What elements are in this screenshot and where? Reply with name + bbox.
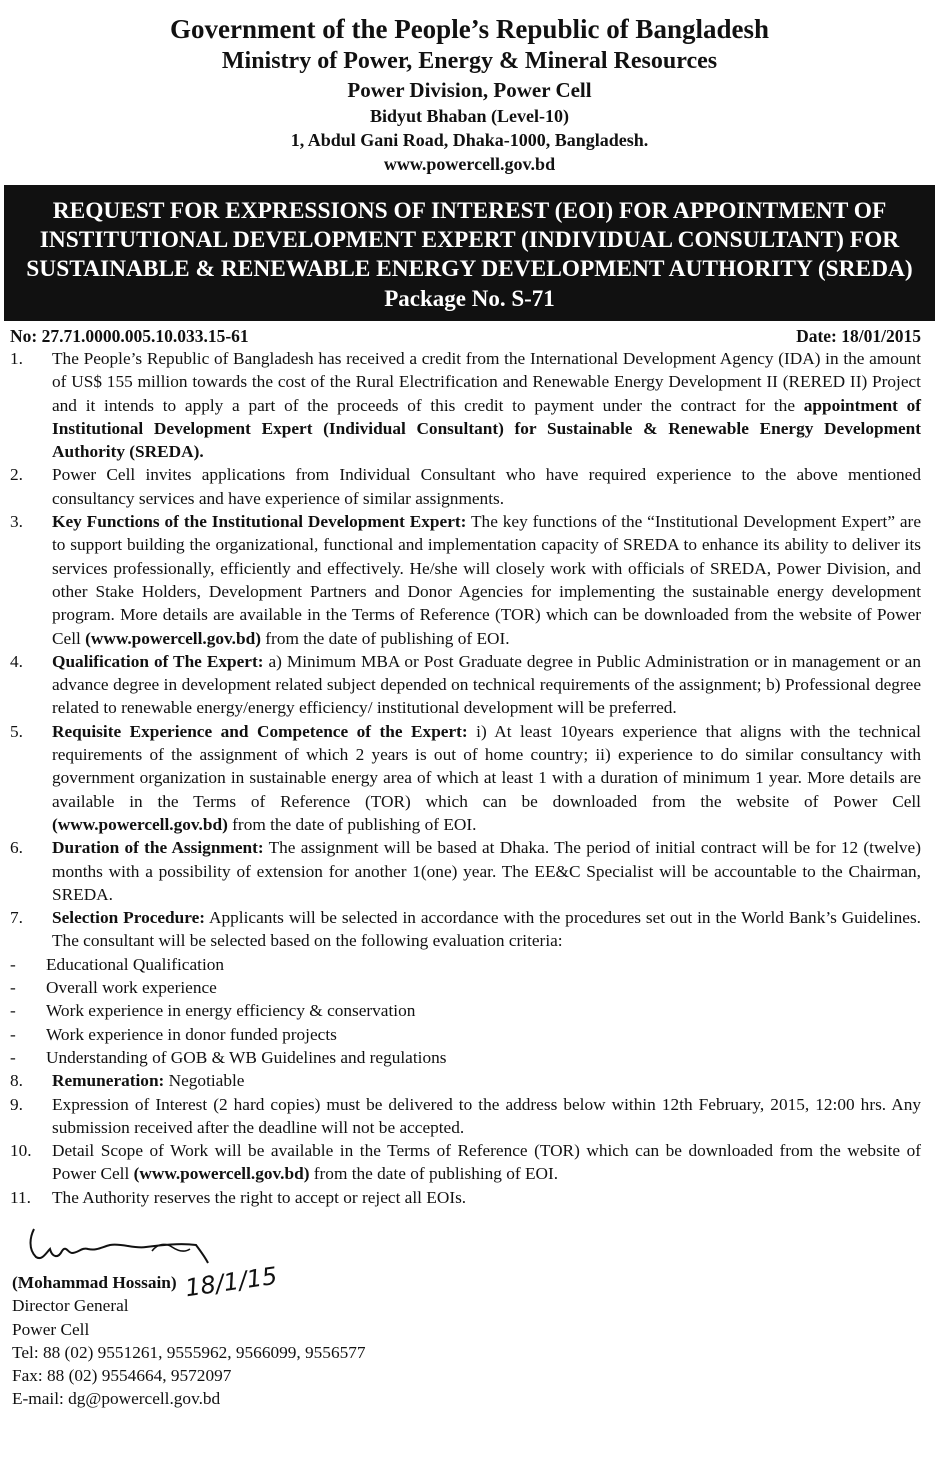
item-number: 6. — [10, 838, 23, 858]
reference-line — [4, 321, 935, 347]
list-item — [10, 906, 921, 953]
handwritten-date: 18/1/15 — [183, 1261, 279, 1303]
item-text — [52, 1069, 921, 1092]
item-number: 7. — [10, 908, 23, 928]
list-item — [10, 1069, 921, 1092]
item-body-end: from the date of publishing of EOI. — [227, 814, 477, 834]
package-number: Package No. S-71 — [384, 286, 555, 311]
item-heading: Key Functions of the Institutional Development Expert: — [52, 512, 467, 532]
signatory-org: Power Cell — [12, 1319, 90, 1339]
signatory-title: Director General — [12, 1296, 129, 1316]
government-title: Government of the People’s Republic of Bangladesh — [170, 14, 769, 44]
banner-line-1: REQUEST FOR EXPRESSIONS OF INTEREST (EOI) FOR APPOINTMENT OF — [52, 198, 887, 224]
item-emphasis: appointment of Institutional Development Expert (Individual Consultant) for Sustainable & Renewable Energy Development Authority (SREDA). — [52, 395, 921, 462]
signature-block — [4, 1223, 935, 1411]
item-body: The key functions of the “Institutional Development Expert” are to support building the organizational, functional and implementation capacity of SREDA to enhance its ability to deliver its services professionally, efficiently and effectively. He/she will closely work with officials of SREDA, Power Division, and other Stake Holders, Development Partners and Donor Agencies for implementing the sustainable energy development program. More details are available in the Terms of Reference (TOR) which can be downloaded from the website of Power Cell — [52, 512, 921, 648]
item-body: Applicants will be selected in accordance with the procedures set out in the World Bank’s Guidelines. The consultant will be selected based on the following evaluation criteria: — [52, 908, 921, 951]
item-body: The People’s Republic of Bangladesh has received a credit from the International Development Agency (IDA) in the amount of US$ 155 million towards the cost of the Rural Electrification and Renewable Energy Development II (RERED II) Project and it intends to apply a part of the proceeds of this credit to payment under the contract for the — [52, 349, 921, 415]
criteria-item — [10, 999, 921, 1022]
evaluation-criteria-list — [10, 953, 921, 1069]
dash-bullet: - — [10, 954, 16, 974]
item-number: 4. — [10, 651, 23, 671]
item-emphasis: (www.powercell.gov.bd) — [52, 814, 228, 834]
item-text — [52, 836, 921, 906]
item-heading: Requisite Experience and Competence of the Expert: — [52, 721, 468, 741]
address-line: 1, Abdul Gani Road, Dhaka-1000, Bangladesh. — [290, 130, 649, 150]
item-body-end: from the date of publishing of EOI. — [309, 1164, 559, 1184]
fax-line: Fax: 88 (02) 9554664, 9572097 — [12, 1366, 232, 1386]
item-heading: Remuneration: — [52, 1071, 165, 1091]
item-body: Expression of Interest (2 hard copies) must be delivered to the address below within 12th February, 2015, 12:00 hrs. Any submission received after the deadline will not be accepted. — [52, 1094, 921, 1137]
signatory-name: (Mohammad Hossain) — [12, 1272, 177, 1292]
email-line: E-mail: dg@powercell.gov.bd — [12, 1389, 221, 1409]
item-number: 3. — [10, 512, 23, 532]
terms-list — [4, 347, 935, 1209]
criteria-item — [10, 1023, 921, 1046]
item-heading: Duration of the Assignment: — [52, 838, 264, 858]
item-text — [52, 1186, 921, 1209]
criteria-item — [10, 976, 921, 999]
banner-line-3: SUSTAINABLE & RENEWABLE ENERGY DEVELOPMENT AUTHORITY (SREDA) — [26, 256, 913, 282]
division-title: Power Division, Power Cell — [347, 78, 592, 102]
handwritten-signature — [12, 1223, 232, 1271]
item-text — [52, 906, 921, 953]
item-number: 11. — [10, 1187, 31, 1207]
list-item — [10, 1186, 921, 1209]
item-number: 2. — [10, 465, 23, 485]
banner-line-2: INSTITUTIONAL DEVELOPMENT EXPERT (INDIVIDUAL CONSULTANT) FOR — [39, 227, 900, 253]
item-body: i) At least 10years experience that aligns with the technical requirements of the assignment of which 2 years is out of home country; ii) experience to do similar consultancy with government organization in sustainable energy area of which at least 1 with a duration of minimum 1 year. More details are available in the Terms of Reference (TOR) which can be downloaded from the website of Power Cell — [52, 721, 921, 811]
ministry-title: Ministry of Power, Energy & Mineral Resources — [221, 48, 718, 74]
list-item — [10, 463, 921, 510]
item-heading: Qualification of The Expert: — [52, 651, 264, 671]
criteria-item — [10, 1046, 921, 1069]
list-item — [10, 1139, 921, 1186]
list-item — [10, 1093, 921, 1140]
criteria-item — [10, 953, 921, 976]
criteria-text: Overall work experience — [46, 978, 217, 998]
criteria-text: Understanding of GOB & WB Guidelines and regulations — [46, 1047, 447, 1067]
item-text — [52, 1093, 921, 1140]
item-body: Detail Scope of Work will be available in the Terms of Reference (TOR) which can be downloaded from the website of Power Cell — [52, 1141, 921, 1184]
criteria-text: Educational Qualification — [46, 954, 225, 974]
building-line: Bidyut Bhaban (Level-10) — [369, 106, 570, 126]
item-number: 9. — [10, 1094, 23, 1114]
list-item — [10, 650, 921, 720]
item-text — [52, 510, 921, 650]
website-line: www.powercell.gov.bd — [383, 154, 556, 174]
item-body: The Authority reserves the right to accept or reject all EOIs. — [52, 1187, 467, 1207]
item-heading: Selection Procedure: — [52, 908, 206, 928]
item-number: 8. — [10, 1071, 23, 1091]
item-emphasis: (www.powercell.gov.bd) — [133, 1164, 310, 1184]
item-body-end: from the date of publishing of EOI. — [260, 628, 510, 648]
item-number: 10. — [10, 1141, 32, 1161]
item-body: Negotiable — [164, 1071, 245, 1091]
telephone-line: Tel: 88 (02) 9551261, 9555962, 9566099, 9556577 — [12, 1342, 366, 1362]
list-item — [10, 347, 921, 463]
item-text — [52, 650, 921, 720]
item-body: The assignment will be based at Dhaka. The period of initial contract will be for 12 (twelve) months with a possibility of extension for another 1(one) year. The EE&C Specialist will be accountable to the Chairman, SREDA. — [52, 838, 921, 904]
item-text — [52, 720, 921, 836]
list-item — [10, 510, 921, 650]
item-number: 1. — [10, 349, 23, 368]
dash-bullet: - — [10, 1024, 16, 1044]
issuer-header — [4, 0, 935, 176]
item-emphasis: (www.powercell.gov.bd) — [85, 628, 261, 648]
dash-bullet: - — [10, 1047, 16, 1067]
list-item — [10, 836, 921, 906]
item-text — [52, 463, 921, 510]
dash-bullet: - — [10, 1001, 16, 1021]
item-body: Power Cell invites applications from Individual Consultant who have required experience to the above mentioned consultancy services and have experience of similar assignments. — [52, 465, 921, 508]
reference-number: No: 27.71.0000.005.10.033.15-61 — [10, 326, 249, 346]
item-body: a) Minimum MBA or Post Graduate degree in Public Administration or in management or an advance degree in development related subject depended on technical requirements of the assignment; b) Professional degree related to renewable energy/energy efficiency/ institutional development will be preferred. — [52, 651, 921, 718]
list-item — [10, 720, 921, 836]
item-text — [52, 1139, 921, 1186]
criteria-text: Work experience in donor funded projects — [46, 1024, 337, 1044]
item-number: 5. — [10, 721, 23, 741]
eoi-title-banner — [4, 185, 935, 321]
notice-date: Date: 18/01/2015 — [796, 326, 921, 346]
criteria-text: Work experience in energy efficiency & conservation — [46, 1001, 416, 1021]
item-text — [52, 347, 921, 463]
dash-bullet: - — [10, 978, 16, 998]
